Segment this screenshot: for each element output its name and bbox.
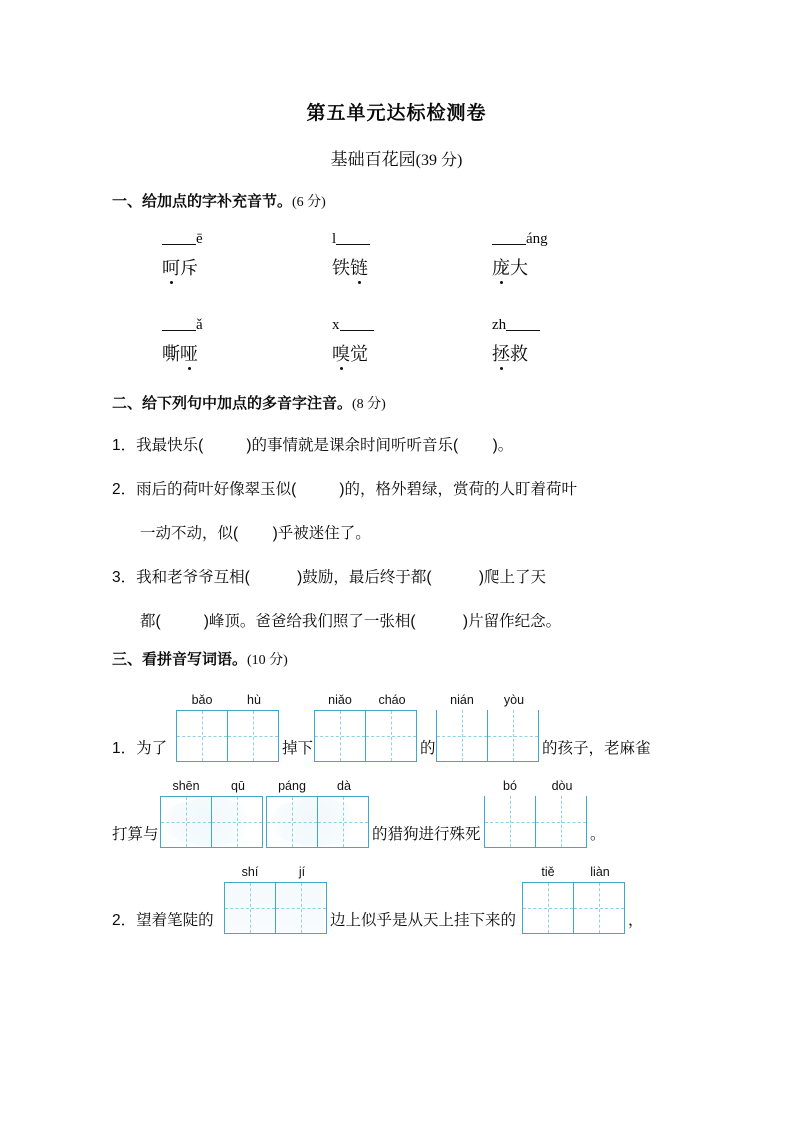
word-char: 斥 — [180, 258, 198, 278]
section1-heading-text: 一、给加点的字补充音节。 — [112, 193, 293, 210]
grid-pinyin-label — [522, 862, 626, 882]
section3-body — [112, 676, 753, 946]
character-grid[interactable] — [266, 776, 370, 848]
sentence-fragment: 。 — [590, 826, 606, 843]
emphasis-dot-char: 嗅 — [332, 340, 350, 366]
question-line: 1．我最快乐( )的事情就是课余时间听听音乐( )。 — [112, 437, 514, 454]
grid-cell[interactable] — [365, 710, 417, 762]
sentence-fragment: 的 — [420, 740, 436, 757]
pinyin-blank[interactable] — [162, 230, 196, 245]
grid-cell[interactable] — [160, 796, 212, 848]
section1-body — [112, 228, 733, 378]
sentence-fragment: 1．为了 — [112, 740, 168, 757]
grid-cells[interactable] — [224, 882, 328, 934]
grid-cell[interactable] — [535, 796, 587, 848]
pinyin-syllable: dòu — [551, 779, 573, 793]
pinyin-blank[interactable] — [506, 316, 540, 331]
grid-cells[interactable] — [522, 882, 626, 934]
pinyin-suffix: áng — [526, 231, 548, 247]
grid-cells[interactable] — [484, 796, 588, 848]
pinyin-blank[interactable] — [162, 316, 196, 331]
pinyin-syllable: cháo — [378, 693, 406, 707]
pinyin-suffix: ǎ — [196, 317, 203, 333]
section3-points: (10 分) — [247, 653, 288, 668]
grid-cell[interactable] — [224, 882, 276, 934]
emphasis-dot-char: 链 — [350, 254, 368, 280]
pinyin-writing-row — [112, 848, 753, 934]
grid-pinyin-label — [436, 690, 540, 710]
sentence-fragment: 边上似乎是从天上挂下来的 — [330, 912, 517, 929]
target-word — [132, 340, 312, 366]
grid-pinyin-label — [224, 862, 328, 882]
character-grid[interactable] — [436, 690, 540, 762]
pinyin-syllable: dà — [337, 779, 351, 793]
section1-points: (6 分) — [292, 195, 326, 210]
character-grid[interactable] — [176, 690, 280, 762]
pinyin-item — [132, 314, 312, 366]
word-char: 大 — [510, 258, 528, 278]
pinyin-syllable: jí — [298, 865, 306, 879]
target-word — [462, 254, 642, 280]
page-subtitle — [0, 145, 793, 170]
sentence-fragment: 的孩子，老麻雀 — [542, 740, 651, 757]
character-grid[interactable] — [484, 776, 588, 848]
pinyin-syllable: páng — [278, 779, 306, 793]
pinyin-syllable: niǎo — [328, 693, 352, 707]
grid-pinyin-label — [176, 690, 280, 710]
section2-heading-text: 二、给下列句中加点的多音字注音。 — [112, 395, 353, 412]
grid-cell[interactable] — [266, 796, 318, 848]
pinyin-syllable: yòu — [503, 693, 525, 707]
character-grid[interactable] — [224, 862, 328, 934]
grid-pinyin-label — [314, 690, 418, 710]
character-grid[interactable] — [160, 776, 264, 848]
grid-pinyin-label — [160, 776, 264, 796]
emphasis-dot-char: 哑 — [180, 340, 198, 366]
word-char: 嘶 — [162, 344, 180, 364]
pinyin-item — [132, 228, 312, 280]
grid-cells[interactable] — [176, 710, 280, 762]
question-line: 一动不动，似( )乎被迷住了。 — [140, 525, 371, 542]
grid-cell[interactable] — [487, 710, 539, 762]
grid-cell[interactable] — [484, 796, 536, 848]
section1-row — [112, 314, 733, 378]
word-char: 铁 — [332, 258, 350, 278]
pinyin-blank-line[interactable] — [302, 228, 482, 250]
grid-pinyin-label — [266, 776, 370, 796]
pinyin-suffix: ē — [196, 231, 203, 247]
section3-heading — [112, 648, 288, 669]
sentence-fragment: 2．望着笔陡的 — [112, 912, 214, 929]
emphasis-dot-char: 呵 — [162, 254, 180, 280]
pinyin-blank-line[interactable] — [302, 314, 482, 336]
section1-heading — [112, 190, 326, 211]
pinyin-item — [462, 228, 642, 280]
pinyin-blank[interactable] — [336, 230, 370, 245]
section2-body — [112, 436, 748, 636]
target-word — [302, 254, 482, 280]
section1-row — [112, 228, 733, 292]
pinyin-blank-line[interactable] — [462, 228, 642, 250]
subtitle-points: (39 分) — [415, 152, 463, 169]
pinyin-item — [462, 314, 642, 366]
section3-heading-text: 三、看拼音写词语。 — [112, 651, 248, 668]
pinyin-syllable: shēn — [172, 779, 200, 793]
grid-cell[interactable] — [275, 882, 327, 934]
grid-cell[interactable] — [317, 796, 369, 848]
pinyin-prefix: l — [332, 231, 337, 247]
pinyin-syllable: bǎo — [191, 693, 213, 707]
pinyin-blank[interactable] — [492, 230, 526, 245]
grid-cells[interactable] — [266, 796, 370, 848]
pinyin-item — [302, 314, 482, 366]
pinyin-syllable: hù — [247, 693, 261, 707]
sentence-fragment: 掉下 — [282, 740, 314, 757]
target-word — [132, 254, 312, 280]
grid-cell[interactable] — [436, 710, 488, 762]
word-char: 觉 — [350, 344, 368, 364]
grid-cell[interactable] — [176, 710, 228, 762]
pinyin-blank-line[interactable] — [132, 314, 312, 336]
section2-heading — [112, 392, 386, 413]
pinyin-blank-line[interactable] — [462, 314, 642, 336]
page-title: 第五单元达标检测卷 — [306, 103, 487, 124]
pinyin-syllable: nián — [450, 693, 474, 707]
question-line: 2．雨后的荷叶好像翠玉似( )的，格外碧绿，赏荷的人盯着荷叶 — [112, 481, 578, 498]
emphasis-dot-char: 庞 — [492, 254, 510, 280]
grid-cells[interactable] — [160, 796, 264, 848]
pinyin-syllable: tiě — [541, 865, 555, 879]
pinyin-syllable: shí — [241, 865, 259, 879]
target-word — [302, 340, 482, 366]
pinyin-prefix: x — [332, 317, 340, 333]
grid-cells[interactable] — [436, 710, 540, 762]
subtitle-text: 基础百花园 — [330, 150, 416, 169]
section2-points: (8 分) — [352, 397, 386, 412]
pinyin-syllable: bó — [503, 779, 517, 793]
sentence-fragment: ， — [628, 912, 644, 929]
pinyin-syllable: liàn — [590, 865, 610, 879]
pinyin-blank[interactable] — [340, 316, 374, 331]
grid-cell[interactable] — [573, 882, 625, 934]
pinyin-item — [302, 228, 482, 280]
target-word — [462, 340, 642, 366]
pinyin-blank-line[interactable] — [132, 228, 312, 250]
pinyin-prefix: zh — [492, 317, 507, 333]
sentence-fragment: 打算与 — [112, 826, 159, 843]
character-grid[interactable] — [522, 862, 626, 934]
grid-cell[interactable] — [522, 882, 574, 934]
sentence-fragment: 的猎狗进行殊死 — [372, 826, 481, 843]
grid-cells[interactable] — [314, 710, 418, 762]
word-char: 救 — [510, 344, 528, 364]
grid-pinyin-label — [484, 776, 588, 796]
emphasis-dot-char: 拯 — [492, 340, 510, 366]
grid-cell[interactable] — [227, 710, 279, 762]
pinyin-writing-row — [112, 676, 753, 762]
grid-cell[interactable] — [314, 710, 366, 762]
character-grid[interactable] — [314, 690, 418, 762]
grid-cell[interactable] — [211, 796, 263, 848]
pinyin-writing-row — [112, 762, 753, 848]
pinyin-syllable: qū — [231, 779, 245, 793]
question-line: 3．我和老爷爷互相( )鼓励，最后终于都( )爬上了天 — [112, 569, 547, 586]
question-line: 都( )峰顶。爸爸给我们照了一张相( )片留作纪念。 — [140, 613, 562, 630]
